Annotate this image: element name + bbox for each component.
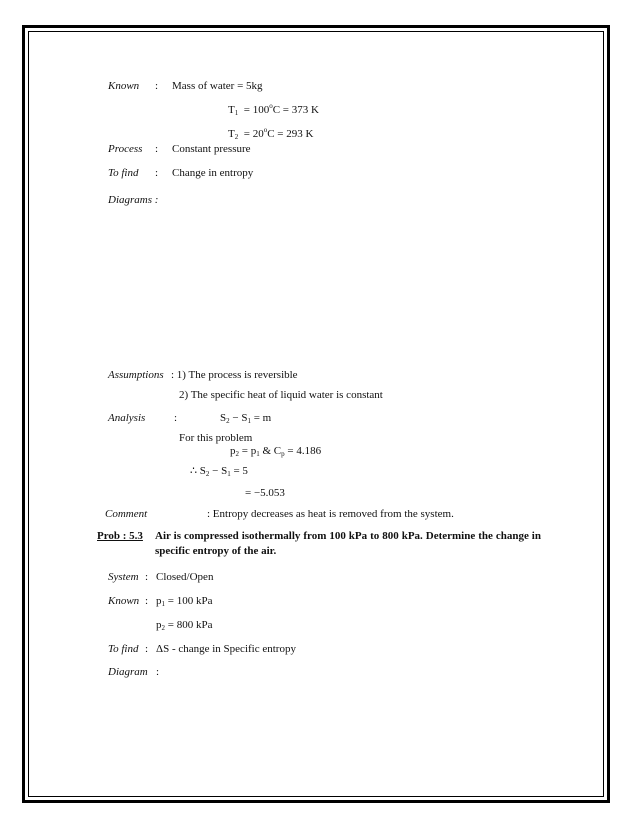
process-label: Process [108,143,143,155]
analysis-label: Analysis [108,412,146,424]
diagram2-label: Diagram [108,666,148,678]
analysis-equation: $S_2 - S_1 = m$ [220,412,272,425]
assumptions-label: Assumptions [108,369,164,381]
process-value: Constant pressure [172,143,251,155]
known2-colon: : [145,595,149,607]
analysis-colon: : [174,412,178,424]
problem-number: Prob : 5.3 [97,530,143,542]
diagram2-colon: : [156,666,160,678]
result-value: = −5.053 [245,487,285,499]
therefore-equation: ∴ $S_2 - S_1 = 5$ [190,465,248,478]
assumption-2: 2) The specific heat of liquid water is constant [179,389,383,401]
t1-equation: $T_1 = 100^oC = 373$ K [228,102,319,117]
comment-label: Comment [105,508,148,520]
problem-statement: Air is compressed isothermally from 100 kPa to 800 kPa. Determine the change in specific entropy of the air. [155,530,541,557]
system-colon: : [145,571,149,583]
system-label: System [108,571,139,583]
diagrams-label: Diagrams : [108,194,159,206]
tofind2-value: ΔS - change in Specific entropy [156,643,296,655]
tofind-value: Change in entropy [172,167,254,179]
tofind2-label: To find [108,643,139,655]
known2-label: Known [108,595,140,607]
tofind2-colon: : [145,643,149,655]
mass-value: Mass of water = 5kg [172,80,263,92]
known-colon: : [155,80,159,92]
p2-value: $p_2 = 800$ kPa [156,619,213,632]
p1-value: $p_1 = 100$ kPa [156,595,213,608]
comment-value: : Entropy decreases as heat is removed from the system. [207,508,454,520]
assumption-1: : 1) The process is reversible [171,369,298,381]
process-colon: : [155,143,159,155]
for-this-problem: For this problem [179,432,253,444]
system-value: Closed/Open [156,571,214,583]
t2-equation: $T_2 = 20^oC = 293$ K [228,126,314,141]
tofind-label: To find [108,167,139,179]
known-label: Known [108,80,140,92]
pressure-equation: $p_2 = p_1$ & $C_p = 4.186$ [230,445,322,458]
tofind-colon: : [155,167,159,179]
